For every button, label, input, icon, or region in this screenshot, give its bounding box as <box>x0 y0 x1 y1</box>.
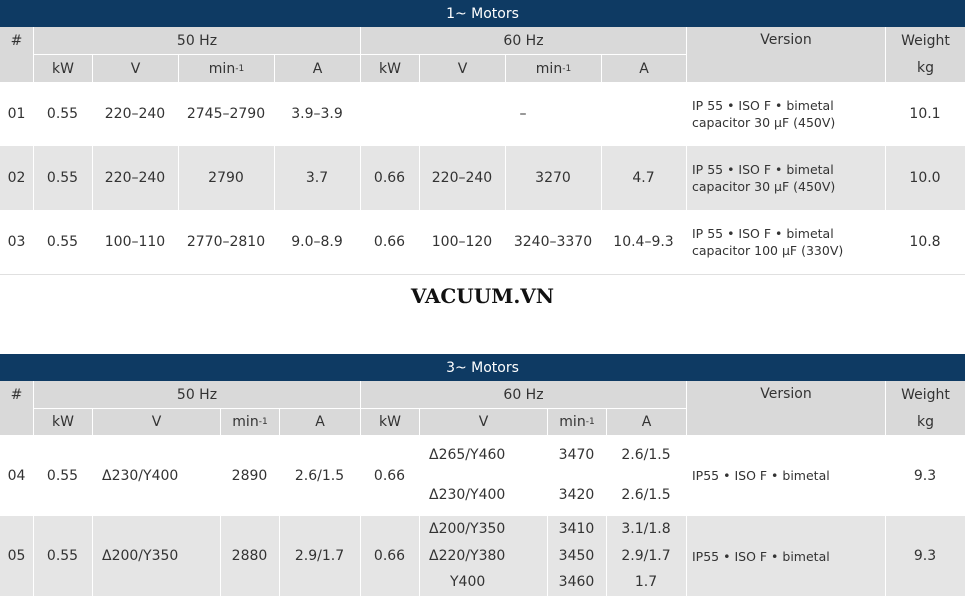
col-header-a-50: A <box>274 54 360 82</box>
col-header-50hz: 50 Hz <box>33 381 360 408</box>
cell-version: IP55 • ISO F • bimetal <box>692 548 830 564</box>
cell-min-60: 3410 <box>558 521 595 537</box>
cell-a-50: 3.7 <box>305 170 329 186</box>
col-header-a-60: A <box>601 54 686 82</box>
cell-a-60: 2.6/1.5 <box>621 447 671 463</box>
cell-v-60: Δ265/Y460 <box>429 447 506 463</box>
col-header-version: Version <box>686 27 885 82</box>
col-header-weight: Weight <box>885 27 965 54</box>
cell-v-50: 100–110 <box>104 234 166 250</box>
cell-kw-60: 0.66 <box>373 234 406 250</box>
cell-version: IP55 • ISO F • bimetal <box>692 468 830 483</box>
cell-v-60: 100–120 <box>431 234 493 250</box>
col-header-kw-50: kW <box>33 408 92 435</box>
cell-num: 04 <box>7 467 26 484</box>
cell-a-50: 2.9/1.7 <box>294 548 345 564</box>
grid-line <box>686 516 687 596</box>
col-header-min-60: min -1 <box>505 54 601 82</box>
cell-min-50: 2880 <box>231 548 268 564</box>
col-header-v-50: V <box>92 54 178 82</box>
cell-v-60: 220–240 <box>431 170 493 186</box>
grid-line <box>419 516 420 596</box>
cell-min-60: 3270 <box>535 170 571 186</box>
cell-a-50: 2.6/1.5 <box>294 467 345 484</box>
grid-line <box>686 146 687 210</box>
cell-a-60: 2.6/1.5 <box>621 487 671 503</box>
cell-min-50: 2770–2810 <box>186 234 266 250</box>
cell-a-60: 4.7 <box>632 170 655 186</box>
cell-a-60: 1.7 <box>634 574 658 590</box>
cell-kw-50: 0.55 <box>46 234 79 250</box>
cell-min-60: 3240–3370 <box>513 234 593 250</box>
cell-kw-60: 0.66 <box>373 170 406 186</box>
cell-v-50: Δ230/Y400 <box>102 467 179 484</box>
cell-weight: 9.3 <box>913 467 937 484</box>
cell-version: IP 55 • ISO F • bimetal capacitor 30 µF (450V) <box>692 162 836 194</box>
col-header-weight: Weight <box>885 381 965 408</box>
col-header-a-50: A <box>279 408 360 435</box>
cell-num: 05 <box>7 548 26 564</box>
cell-v-60: Δ220/Y380 <box>429 548 506 564</box>
col-header-min-60: min -1 <box>547 408 606 435</box>
col-header-kg: kg <box>885 408 965 435</box>
cell-min-60: 3460 <box>558 574 595 590</box>
cell-num: 03 <box>7 234 26 250</box>
cell-kw-50: 0.55 <box>46 467 79 484</box>
col-header-v-60: V <box>419 408 547 435</box>
cell-kw-50: 0.55 <box>46 170 79 186</box>
cell-v-60: Δ200/Y350 <box>429 521 506 537</box>
cell-min-60: 3420 <box>558 487 595 503</box>
cell-min-50: 2890 <box>231 467 268 484</box>
cell-kw-50: 0.55 <box>46 106 79 122</box>
cell-60hz-na: – <box>519 106 527 122</box>
three-phase-table <box>0 354 965 596</box>
cell-kw-60: 0.66 <box>373 467 406 484</box>
single-phase-table <box>0 0 965 275</box>
cell-a-60: 10.4–9.3 <box>613 234 674 250</box>
cell-a-50: 3.9–3.9 <box>291 106 343 122</box>
cell-kw-60: 0.66 <box>373 548 406 564</box>
cell-a-60: 2.9/1.7 <box>621 548 671 564</box>
cell-kw-50: 0.55 <box>46 548 79 564</box>
watermark: VACUUM.VN <box>410 284 555 308</box>
cell-weight: 10.8 <box>909 234 941 250</box>
table-title: 3~ Motors <box>0 354 965 381</box>
col-header-min-50: min -1 <box>178 54 274 82</box>
cell-a-60: 3.1/1.8 <box>621 521 671 537</box>
col-header-num: # <box>0 27 33 82</box>
cell-version: IP 55 • ISO F • bimetal capacitor 100 µF (330V) <box>692 226 844 258</box>
col-header-50hz: 50 Hz <box>33 27 360 54</box>
col-header-60hz: 60 Hz <box>360 27 686 54</box>
col-header-kw-60: kW <box>360 408 419 435</box>
cell-a-50: 9.0–8.9 <box>291 234 343 250</box>
col-header-v-60: V <box>419 54 505 82</box>
col-header-version: Version <box>686 381 885 435</box>
col-header-min-50: min -1 <box>220 408 279 435</box>
col-header-60hz: 60 Hz <box>360 381 686 408</box>
cell-min-50: 2745–2790 <box>186 106 266 122</box>
col-header-kw-50: kW <box>33 54 92 82</box>
table-bottom-line <box>0 274 965 275</box>
grid-line <box>92 516 93 596</box>
col-header-kg: kg <box>885 54 965 82</box>
col-header-kw-60: kW <box>360 54 419 82</box>
cell-num: 02 <box>7 170 26 186</box>
cell-v-50: Δ200/Y350 <box>102 548 179 564</box>
col-header-v-50: V <box>92 408 220 435</box>
table-title: 1~ Motors <box>0 0 965 27</box>
cell-v-60: Δ230/Y400 <box>429 487 506 503</box>
cell-v-50: 220–240 <box>104 106 166 122</box>
cell-v-60: Y400 <box>450 574 486 590</box>
cell-weight: 10.1 <box>909 106 941 122</box>
cell-min-50: 2790 <box>208 170 244 186</box>
col-header-num: # <box>0 381 33 435</box>
cell-weight: 10.0 <box>909 170 941 186</box>
cell-version: IP 55 • ISO F • bimetal capacitor 30 µF (450V) <box>692 98 836 130</box>
cell-min-60: 3470 <box>558 447 595 463</box>
cell-num: 01 <box>7 106 26 122</box>
cell-min-60: 3450 <box>558 548 595 564</box>
col-header-a-60: A <box>606 408 686 435</box>
cell-v-50: 220–240 <box>104 170 166 186</box>
cell-weight: 9.3 <box>913 548 937 564</box>
